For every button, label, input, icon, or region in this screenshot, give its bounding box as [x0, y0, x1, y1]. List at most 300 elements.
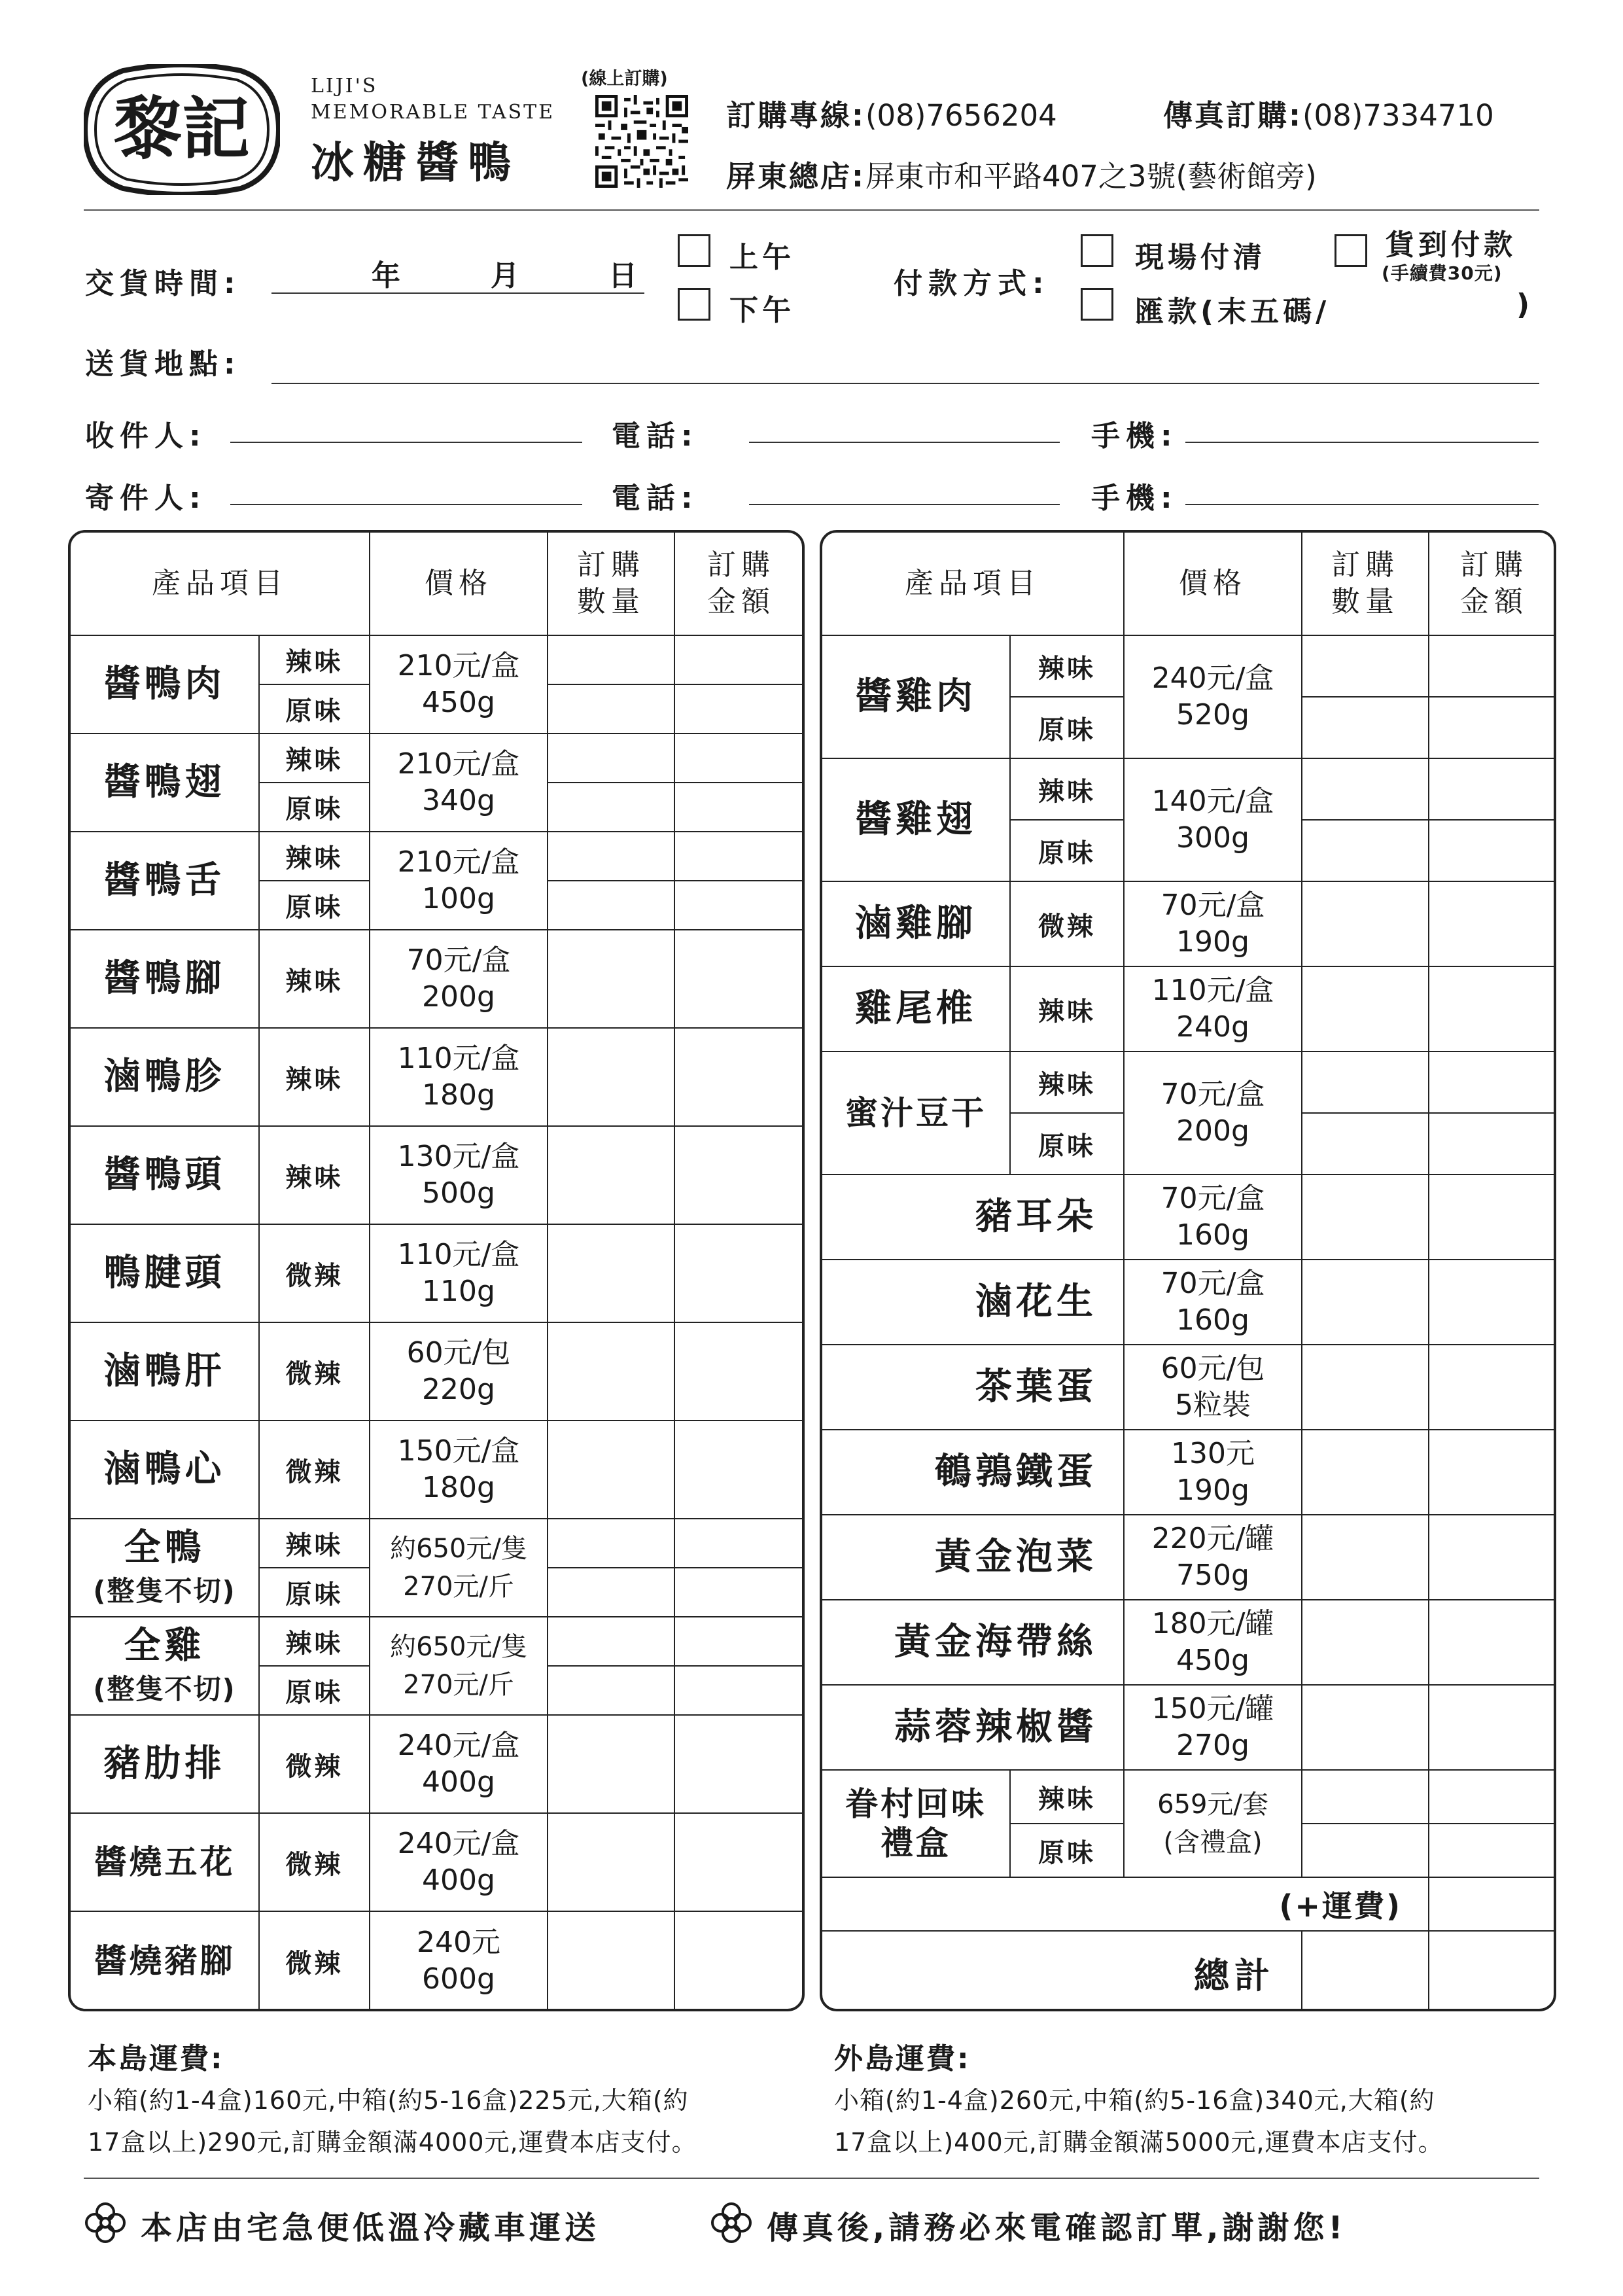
left-header-amt-1: 訂購 — [707, 548, 775, 582]
price-value: 180元/罐 — [1151, 1607, 1274, 1640]
product-name-text: 滷雞腳 — [855, 902, 977, 945]
flavor-label: 辣味 — [1011, 1052, 1125, 1114]
price-value: 210元/盒 — [397, 747, 520, 781]
shipping-fee-label: (+運費) — [822, 1878, 1429, 1932]
product-name — [71, 1617, 260, 1716]
product-name-text: 滷鴨肝 — [103, 1350, 226, 1392]
order-qty-input[interactable] — [548, 783, 675, 832]
order-amount-input[interactable] — [1429, 1600, 1556, 1686]
flavor-label: 微辣 — [260, 1225, 370, 1323]
order-amount-input[interactable] — [675, 1029, 805, 1127]
price-unit: 200g — [1176, 1114, 1249, 1148]
pay-transfer-checkbox[interactable] — [1081, 288, 1113, 321]
flavor-label: 辣味 — [260, 734, 370, 783]
address-field[interactable] — [271, 383, 1539, 384]
price-unit: 200g — [422, 980, 495, 1014]
total-qty-input[interactable] — [1302, 1932, 1429, 2011]
order-qty-input[interactable] — [548, 1519, 675, 1568]
order-amount-input[interactable] — [1429, 1175, 1556, 1260]
price-value: 240元/盒 — [397, 1729, 520, 1762]
pay-onsite-label: 現場付清 — [1135, 241, 1266, 274]
footer-fax-note: 傳真後,請務必來電確認訂單,謝謝您! — [767, 2210, 1347, 2246]
delivery-time-label: 交貨時間: — [85, 267, 241, 300]
product-name-text: 蜜汁豆干 — [845, 1094, 986, 1132]
order-amount-input[interactable] — [1429, 1430, 1556, 1515]
order-qty-input[interactable] — [1302, 1600, 1429, 1686]
flavor-label: 微辣 — [260, 1323, 370, 1421]
price-unit: 180g — [422, 1078, 495, 1112]
left-header-price: 價格 — [370, 533, 548, 636]
hotline-number[interactable]: (08)7656204 — [865, 98, 1057, 133]
logo-text: 黎記 — [113, 89, 251, 169]
header-divider — [84, 209, 1539, 211]
price-unit: 520g — [1176, 698, 1249, 732]
recipient-label: 收件人: — [85, 419, 207, 453]
price-cell — [1125, 1260, 1302, 1345]
order-amount-input[interactable] — [1429, 967, 1556, 1052]
product-name-text: 全鴨 — [124, 1527, 205, 1569]
qr-caption: (線上訂購) — [581, 69, 668, 89]
product-name-text: 滷鴨胗 — [103, 1055, 226, 1098]
right-header-price: 價格 — [1125, 533, 1302, 636]
price-cell — [370, 832, 548, 930]
order-amount-input[interactable] — [1429, 1824, 1556, 1878]
order-qty-input[interactable] — [1302, 1824, 1429, 1878]
flavor-label: 辣味 — [260, 636, 370, 685]
product-name — [822, 1260, 1125, 1345]
order-amount-input[interactable] — [1429, 698, 1556, 759]
price-unit: 450g — [422, 686, 495, 719]
main-shipping-line1: 小箱(約1-4盒)160元,中箱(約5-16盒)225元,大箱(約 — [88, 2086, 689, 2115]
price-unit: 750g — [1176, 1559, 1249, 1592]
order-qty-input[interactable] — [1302, 821, 1429, 882]
order-qty-input[interactable] — [548, 1667, 675, 1716]
order-qty-input[interactable] — [548, 636, 675, 685]
sender-field[interactable] — [230, 504, 582, 505]
recipient-phone-label: 電話: — [612, 419, 699, 453]
recipient-mobile-label: 手機: — [1091, 419, 1178, 453]
order-amount-input[interactable] — [1429, 1052, 1556, 1114]
order-qty-input[interactable] — [548, 1814, 675, 1912]
order-amount-input[interactable] — [675, 1568, 805, 1617]
order-qty-input[interactable] — [1302, 1175, 1429, 1260]
address-label: 送貨地點: — [85, 347, 241, 381]
right-header-product: 產品項目 — [822, 533, 1125, 636]
product-name-text: 滷鴨心 — [103, 1448, 226, 1491]
price-unit: 270g — [1176, 1729, 1249, 1762]
order-amount-input[interactable] — [1429, 759, 1556, 821]
price-unit: 340g — [422, 784, 495, 817]
order-qty-input[interactable] — [548, 1029, 675, 1127]
price-cell — [370, 1127, 548, 1225]
order-amount-input[interactable] — [675, 881, 805, 930]
order-qty-input[interactable] — [1302, 1771, 1429, 1824]
order-amount-input[interactable] — [675, 1814, 805, 1912]
price-value: 130元 — [1171, 1437, 1255, 1470]
order-qty-input[interactable] — [1302, 636, 1429, 698]
product-name — [71, 1029, 260, 1127]
price-cell — [1125, 1345, 1302, 1430]
product-name-text: 黃金泡菜 — [935, 1536, 1097, 1578]
product-name-text: 雞尾椎 — [855, 987, 977, 1030]
brand-en-line1: LIJI'S — [311, 75, 378, 97]
product-name — [71, 832, 260, 930]
product-name-text: 醬鴨肉 — [103, 663, 226, 705]
price-value: 240元/盒 — [1151, 662, 1274, 695]
order-qty-input[interactable] — [1302, 882, 1429, 967]
product-name — [822, 1515, 1125, 1600]
pm-label: 下午 — [729, 294, 795, 327]
flavor-label: 微辣 — [260, 1814, 370, 1912]
price-value: 240元 — [417, 1926, 500, 1959]
product-name — [71, 1323, 260, 1421]
price-value: 150元/罐 — [1151, 1692, 1274, 1725]
recipient-mobile-field[interactable] — [1185, 442, 1539, 443]
order-amount-input[interactable] — [1429, 636, 1556, 698]
brand-logo — [84, 64, 280, 195]
price-cell — [1125, 882, 1302, 967]
product-name — [822, 1600, 1125, 1686]
order-qty-input[interactable] — [1302, 1260, 1429, 1345]
price-value: 220元/罐 — [1151, 1522, 1274, 1555]
flavor-label: 辣味 — [1011, 967, 1125, 1052]
flavor-label: 辣味 — [1011, 759, 1125, 821]
order-amount-input[interactable] — [1429, 821, 1556, 882]
price-unit: 160g — [1176, 1218, 1249, 1252]
price-value: 659元/套 — [1157, 1790, 1268, 1820]
payment-label: 付款方式: — [894, 267, 1050, 300]
flavor-label: 辣味 — [260, 1617, 370, 1667]
flavor-label: 微辣 — [1011, 882, 1125, 967]
order-qty-input[interactable] — [1302, 1114, 1429, 1175]
price-unit: 500g — [422, 1176, 495, 1210]
flavor-label: 辣味 — [260, 1519, 370, 1568]
product-name — [71, 1225, 260, 1323]
order-amount-input[interactable] — [675, 1519, 805, 1568]
price-cell — [370, 1617, 548, 1716]
right-header-amt-2: 金額 — [1460, 585, 1528, 618]
order-amount-input[interactable] — [675, 1716, 805, 1814]
price-value: 210元/盒 — [397, 845, 520, 879]
order-qty-input[interactable] — [548, 1716, 675, 1814]
order-amount-input[interactable] — [1429, 1686, 1556, 1771]
product-name — [822, 636, 1011, 759]
order-amount-input[interactable] — [1429, 882, 1556, 967]
price-cell — [370, 1814, 548, 1912]
price-value: 60元/包 — [406, 1336, 511, 1369]
price-cell — [370, 1519, 548, 1617]
price-cell — [1125, 1771, 1302, 1878]
price-cell — [370, 1912, 548, 2010]
product-name — [822, 1175, 1125, 1260]
order-qty-input[interactable] — [548, 685, 675, 734]
order-qty-input[interactable] — [548, 1225, 675, 1323]
order-qty-input[interactable] — [1302, 759, 1429, 821]
left-header-qty-2: 數量 — [577, 585, 645, 618]
order-amount-input[interactable] — [675, 832, 805, 881]
delivery-date-field[interactable] — [271, 292, 644, 294]
product-name — [822, 1771, 1011, 1878]
order-qty-input[interactable] — [548, 1323, 675, 1421]
product-name — [71, 636, 260, 734]
order-amount-input[interactable] — [675, 1617, 805, 1667]
order-amount-input[interactable] — [1429, 1515, 1556, 1600]
order-qty-input[interactable] — [548, 1568, 675, 1617]
flavor-label: 辣味 — [260, 1029, 370, 1127]
order-qty-input[interactable] — [548, 930, 675, 1029]
left-header-qty-1: 訂購 — [577, 548, 645, 582]
order-amount-input[interactable] — [1429, 1771, 1556, 1824]
flavor-label: 原味 — [1011, 698, 1125, 759]
price-cell — [1125, 1686, 1302, 1771]
price-unit: 220g — [422, 1373, 495, 1406]
sender-mobile-field[interactable] — [1185, 504, 1539, 505]
pay-cod-checkbox[interactable] — [1335, 234, 1367, 267]
right-header-amt — [1429, 533, 1556, 636]
product-name-text: 豬耳朵 — [975, 1195, 1097, 1238]
price-cell — [1125, 1175, 1302, 1260]
product-name-text: 茶葉蛋 — [975, 1366, 1097, 1408]
price-value: 210元/盒 — [397, 649, 520, 682]
product-name — [822, 1345, 1125, 1430]
product-name — [71, 1912, 260, 2010]
price-cell — [1125, 1515, 1302, 1600]
order-amount-input[interactable] — [675, 930, 805, 1029]
flavor-label: 原味 — [1011, 1114, 1125, 1175]
sender-label: 寄件人: — [85, 482, 207, 515]
order-amount-input[interactable] — [1429, 1260, 1556, 1345]
flavor-label: 辣味 — [1011, 1771, 1125, 1824]
price-value: 約650元/隻 — [390, 1632, 527, 1662]
order-amount-input[interactable] — [675, 1912, 805, 2010]
left-header-product: 產品項目 — [71, 533, 370, 636]
order-qty-input[interactable] — [1302, 1052, 1429, 1114]
recipient-field[interactable] — [230, 442, 582, 443]
product-name-text: 醬燒五花 — [94, 1843, 236, 1881]
product-name-text: 醬鴨腳 — [103, 957, 226, 1000]
product-name-text: 醬鴨頭 — [103, 1154, 226, 1196]
shipping-fee-input[interactable] — [1429, 1878, 1556, 1932]
flavor-label: 原味 — [1011, 821, 1125, 882]
footer-divider — [84, 2178, 1539, 2179]
price-cell — [1125, 1600, 1302, 1686]
price-unit: 5粒裝 — [1175, 1388, 1251, 1422]
price-value: 70元/盒 — [1161, 1182, 1265, 1215]
price-cell — [370, 1029, 548, 1127]
price-unit: 400g — [422, 1765, 495, 1799]
order-qty-input[interactable] — [548, 1617, 675, 1667]
flavor-label: 原味 — [1011, 1824, 1125, 1878]
fax-number[interactable]: (08)7334710 — [1302, 98, 1494, 133]
price-cell — [370, 1716, 548, 1814]
product-name — [822, 1686, 1125, 1771]
flavor-label: 原味 — [260, 1568, 370, 1617]
product-name — [71, 734, 260, 832]
price-value: 140元/盒 — [1151, 785, 1274, 818]
price-value: 70元/盒 — [1161, 1267, 1265, 1300]
price-cell — [370, 636, 548, 734]
flavor-label: 微辣 — [260, 1912, 370, 2010]
order-qty-input[interactable] — [1302, 967, 1429, 1052]
price-value: 70元/盒 — [1161, 889, 1265, 922]
order-amount-input[interactable] — [1429, 1345, 1556, 1430]
order-amount-input[interactable] — [675, 783, 805, 832]
recipient-phone-field[interactable] — [749, 442, 1060, 443]
price-cell — [1125, 1430, 1302, 1515]
price-cell — [370, 1323, 548, 1421]
qr-code-icon[interactable] — [595, 95, 688, 188]
brand-cn: 冰糖醬鴨 — [311, 137, 520, 188]
product-name — [71, 930, 260, 1029]
product-name-text: 全雞 — [124, 1625, 205, 1667]
product-note: (整隻不切) — [93, 1575, 236, 1607]
price-value: 60元/包 — [1161, 1352, 1265, 1385]
order-qty-input[interactable] — [548, 734, 675, 783]
right-product-table — [820, 530, 1556, 2011]
price-cell — [370, 930, 548, 1029]
price-value: 130元/盒 — [397, 1140, 520, 1173]
price-unit: 160g — [1176, 1303, 1249, 1337]
price-value: 110元/盒 — [1151, 974, 1274, 1007]
order-qty-input[interactable] — [548, 1127, 675, 1225]
price-cell — [370, 1421, 548, 1519]
pay-cod-label: 貨到付款 — [1386, 228, 1516, 262]
flavor-label: 原味 — [260, 783, 370, 832]
store-value: 屏東市和平路407之3號(藝術館旁) — [865, 159, 1317, 194]
product-note: (整隻不切) — [93, 1673, 236, 1705]
order-qty-input[interactable] — [1302, 1686, 1429, 1771]
price-unit: 600g — [422, 1962, 495, 1996]
price-unit: 450g — [1176, 1644, 1249, 1677]
price-unit: 300g — [1176, 821, 1249, 855]
order-qty-input[interactable] — [548, 881, 675, 930]
right-header-qty-2: 數量 — [1331, 585, 1399, 618]
price-cell — [1125, 1052, 1302, 1175]
pm-checkbox[interactable] — [678, 288, 710, 321]
price-value: 110元/盒 — [397, 1042, 520, 1075]
order-qty-input[interactable] — [548, 832, 675, 881]
order-qty-input[interactable] — [1302, 1515, 1429, 1600]
order-qty-input[interactable] — [1302, 1430, 1429, 1515]
product-name-text: 眷村回味 — [845, 1785, 986, 1823]
flavor-label: 原味 — [260, 881, 370, 930]
price-cell — [1125, 759, 1302, 882]
flavor-label: 辣味 — [260, 1127, 370, 1225]
price-value: 150元/盒 — [397, 1434, 520, 1468]
left-header-amt-2: 金額 — [707, 585, 775, 618]
left-product-table — [68, 530, 805, 2011]
order-qty-input[interactable] — [548, 1421, 675, 1519]
price-cell — [370, 734, 548, 832]
product-name-text: 蒜蓉辣椒醬 — [894, 1706, 1097, 1748]
product-name — [822, 882, 1011, 967]
flower-icon — [84, 2201, 127, 2244]
price-unit: 270元/斤 — [403, 1670, 514, 1700]
year-label: 年 — [372, 259, 406, 292]
order-amount-input[interactable] — [675, 1225, 805, 1323]
flower-icon — [710, 2201, 753, 2244]
order-qty-input[interactable] — [548, 1912, 675, 2010]
sender-phone-field[interactable] — [749, 504, 1060, 505]
flavor-label: 微辣 — [260, 1716, 370, 1814]
order-amount-input[interactable] — [675, 1127, 805, 1225]
product-name-text: 醬鴨舌 — [103, 859, 226, 902]
order-amount-input[interactable] — [675, 1323, 805, 1421]
price-unit: 100g — [422, 882, 495, 915]
store-label: 屏東總店: — [726, 159, 865, 194]
price-unit: 270元/斤 — [403, 1572, 514, 1602]
product-name-text-2: 禮盒 — [881, 1824, 951, 1862]
product-name — [822, 1052, 1011, 1175]
pay-cod-note: (手續費30元) — [1382, 262, 1503, 284]
fax — [1163, 92, 1494, 134]
brand-en-line2: MEMORABLE TASTE — [311, 101, 555, 124]
product-name-text: 醬燒豬腳 — [94, 1942, 236, 1980]
left-header-amt — [675, 533, 805, 636]
sender-phone-label: 電話: — [612, 482, 699, 515]
price-cell — [370, 1225, 548, 1323]
price-value: 約650元/隻 — [390, 1534, 527, 1564]
am-checkbox[interactable] — [678, 234, 710, 267]
product-name-text: 滷花生 — [975, 1280, 1097, 1323]
total-amount-input[interactable] — [1429, 1932, 1556, 2011]
right-header-qty-1: 訂購 — [1331, 548, 1399, 582]
product-name — [71, 1716, 260, 1814]
product-name-text: 醬雞翅 — [855, 798, 977, 841]
total-label: 總計 — [822, 1932, 1302, 2011]
footer-delivery-note: 本店由宅急便低溫冷藏車運送 — [141, 2210, 601, 2246]
product-name — [822, 967, 1011, 1052]
order-amount-input[interactable] — [675, 636, 805, 685]
pay-transfer-close: ) — [1516, 288, 1534, 321]
price-unit: 190g — [1176, 1474, 1249, 1507]
product-name — [71, 1421, 260, 1519]
product-name — [71, 1814, 260, 1912]
fax-label: 傳真訂購: — [1163, 98, 1302, 133]
flavor-label: 辣味 — [260, 930, 370, 1029]
pay-transfer-label: 匯款(末五碼/ — [1135, 295, 1331, 328]
order-amount-input[interactable] — [675, 734, 805, 783]
outer-shipping-line1: 小箱(約1-4盒)260元,中箱(約5-16盒)340元,大箱(約 — [834, 2086, 1435, 2115]
order-amount-input[interactable] — [675, 1421, 805, 1519]
product-name-text: 豬肋排 — [103, 1742, 226, 1785]
flavor-label: 辣味 — [1011, 636, 1125, 698]
product-name — [71, 1127, 260, 1225]
product-name-text: 黃金海帶絲 — [894, 1621, 1097, 1663]
order-amount-input[interactable] — [675, 1667, 805, 1716]
outer-shipping-line2: 17盒以上)400元,訂購金額滿5000元,運費本店支付。 — [834, 2128, 1444, 2157]
product-name-text: 醬雞肉 — [855, 675, 977, 718]
price-unit: 110g — [422, 1275, 495, 1308]
price-value: 110元/盒 — [397, 1238, 520, 1271]
price-unit: 180g — [422, 1471, 495, 1504]
price-value: 240元/盒 — [397, 1827, 520, 1860]
order-amount-input[interactable] — [675, 685, 805, 734]
sender-mobile-label: 手機: — [1091, 482, 1178, 515]
outer-shipping-title: 外島運費: — [834, 2042, 971, 2075]
hotline — [726, 92, 1057, 134]
main-shipping-line2: 17盒以上)290元,訂購金額滿4000元,運費本店支付。 — [88, 2128, 697, 2157]
am-label: 上午 — [729, 241, 795, 274]
product-name-text: 醬鴨翅 — [103, 761, 226, 804]
pay-onsite-checkbox[interactable] — [1081, 234, 1113, 267]
product-name — [822, 759, 1011, 882]
order-qty-input[interactable] — [1302, 1345, 1429, 1430]
store-address — [726, 152, 1317, 195]
order-qty-input[interactable] — [1302, 698, 1429, 759]
order-amount-input[interactable] — [1429, 1114, 1556, 1175]
right-header-qty — [1302, 533, 1429, 636]
